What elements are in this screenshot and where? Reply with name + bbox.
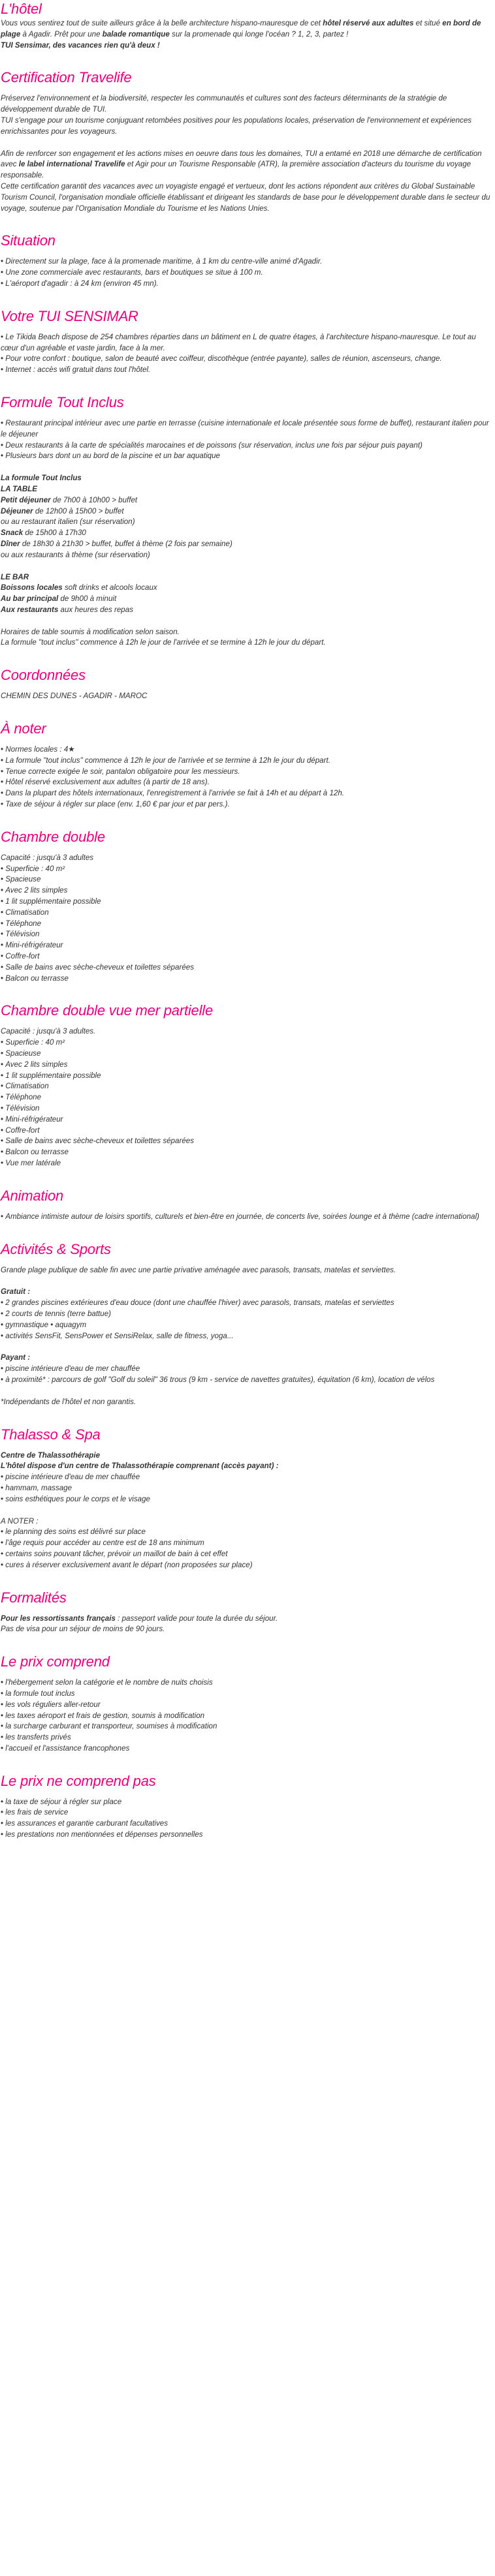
section-chambre-double — [0, 828, 495, 985]
dejeuner-alt-line: ou au restaurant italien (sur réservation) — [1, 517, 135, 527]
section-title-situation: Situation — [1, 232, 56, 249]
section-votre-sensimar — [0, 307, 495, 376]
list-item: • Dans la plupart des hôtels internationaux, l'enregistrement à l'arrivée se fait à 14h et au départ à 12h. — [1, 788, 495, 799]
section-title-activites: Activités & Sports — [1, 1240, 111, 1257]
travelife-p4: Cette certification garantit des vacances avec un voyagiste engagé et vertueux, dont les actions répondent aux critères du Global Sustainable Tourism Council, l'organisation mondiale officielle établissant et dirigeant les standards de base pour le développement durable dans le secteur du voyage, soutenue par l'Organisation Mondiale du Tourisme et les Nations Unies. — [1, 181, 490, 213]
list-item: • Coffre-fort — [1, 951, 495, 962]
section-a-noter — [0, 720, 495, 810]
hotel-tagline: TUI Sensimar, des vacances rien qu'à deux ! — [1, 40, 160, 50]
list-item: • Directement sur la plage, face à la promenade maritime, à 1 km du centre-ville animé d'Agadir. — [1, 256, 495, 268]
list-item: • 1 lit supplémentaire possible — [1, 897, 495, 908]
list-item: • activités SensFit, SensPower et SensiRelax, salle de fitness, yoga... — [1, 1331, 495, 1342]
diner-line: Dîner de 18h30 à 21h30 > buffet, buffet à thème (2 fois par semaine) — [1, 539, 232, 548]
section-travelife — [0, 69, 495, 214]
list-item: • le planning des soins est délivré sur place — [1, 1527, 495, 1538]
list-item: • la taxe de séjour à régler sur place — [1, 1797, 495, 1808]
list-item: • Tenue correcte exigée le soir, pantalon obligatoire pour les messieurs. — [1, 767, 495, 778]
list-item: • Normes locales : 4★ — [1, 744, 495, 756]
section-title-a-noter: À noter — [1, 720, 46, 737]
list-item: • Téléphone — [1, 919, 495, 930]
thalasso-note-label: A NOTER : — [1, 1516, 39, 1526]
list-item: • Balcon ou terrasse — [1, 1147, 495, 1158]
list-item: • piscine intérieure d'eau de mer chauffée — [1, 1364, 495, 1375]
section-title-hotel: L'hôtel — [1, 1, 42, 17]
list-item: • Vue mer latérale — [1, 1158, 495, 1169]
list-item: • Avec 2 lits simples — [1, 1060, 495, 1071]
list-item: • cures à réserver exclusivement avant le départ (non proposées sur place) — [1, 1560, 495, 1571]
list-item: • Une zone commerciale avec restaurants, bars et boutiques se situe à 100 m. — [1, 268, 495, 279]
section-title-prix-comprend: Le prix comprend — [1, 1653, 110, 1670]
list-item: • Salle de bains avec sèche-cheveux et toilettes séparées — [1, 962, 495, 974]
list-item: • gymnastique • aquagym — [1, 1320, 495, 1331]
animation-list — [1, 1212, 495, 1223]
section-title-prix-ne-comprend-pas: Le prix ne comprend pas — [1, 1772, 156, 1789]
gratuit-list — [1, 1298, 495, 1342]
boissons-line: Boissons locales soft drinks et alcools locaux — [1, 583, 157, 592]
capacity: Capacité : jusqu'à 3 adultes. — [1, 1027, 96, 1036]
list-item: • à proximité* : parcours de golf "Golf du soleil" 36 trous (9 km - service de navettes gratuites), équitation (6 km), location de vélos — [1, 1375, 495, 1386]
list-item: • Avec 2 lits simples — [1, 885, 495, 897]
section-thalasso — [0, 1426, 495, 1571]
list-item: • Deux restaurants à la carte de spécialités marocaines et de poissons (sur réservation, inclus une fois par séjour puis payant) — [1, 440, 495, 452]
formalites-text: Pour les ressortissants français : passeport valide pour toute la durée du séjour. — [1, 1614, 278, 1623]
payant-label: Payant : — [1, 1353, 31, 1362]
section-title-animation: Animation — [1, 1187, 64, 1204]
section-activites — [0, 1240, 495, 1408]
section-title-formule: Formule Tout Inclus — [1, 393, 124, 410]
list-item: • Internet : accès wifi gratuit dans tout l'hôtel. — [1, 365, 495, 376]
la-table-title: LA TABLE — [1, 484, 38, 493]
list-item: • piscine intérieure d'eau de mer chauffée — [1, 1472, 495, 1483]
list-item: • Mini-réfrigérateur — [1, 940, 495, 951]
section-title-votre-sensimar: Votre TUI SENSIMAR — [1, 307, 138, 324]
capacity: Capacité : jusqu'à 3 adultes — [1, 853, 94, 862]
list-item: • Hôtel réservé exclusivement aux adultes (à partir de 18 ans). — [1, 777, 495, 788]
section-title-thalasso: Thalasso & Spa — [1, 1426, 101, 1443]
address: CHEMIN DES DUNES - AGADIR - MAROC — [1, 692, 148, 701]
travelife-p2: TUI s'engage pour un tourisme conjuguant retombées positives pour les populations locales, préservation de l'environnement et expériences enrichissantes pour les voyageurs. — [1, 115, 472, 136]
situation-list — [1, 256, 495, 289]
votre-list — [1, 332, 495, 376]
list-item: • Pour votre confort : boutique, salon de beauté avec coiffeur, discothèque (entrée payante), salles de réunion, ascenseurs, change. — [1, 354, 495, 365]
list-item: • les taxes aéroport et frais de gestion, soumis à modification — [1, 1711, 495, 1722]
list-item: • Télévision — [1, 1103, 495, 1114]
list-item: • les vols réguliers aller-retour — [1, 1700, 495, 1711]
chambre-vue-mer-list — [1, 1037, 495, 1169]
petit-dejeuner-line: Petit déjeuner de 7h00 à 10h00 > buffet — [1, 495, 138, 504]
list-item: • Mini-réfrigérateur — [1, 1114, 495, 1126]
activites-intro: Grande plage publique de sable fin avec une partie privative aménagée avec parasols, transats, matelas et serviettes. — [1, 1265, 396, 1274]
list-item: • Le Tikida Beach dispose de 254 chambres réparties dans un bâtiment en L de quatre étages, à l'architecture hispano-mauresque. Le tout au cœur d'un agréable et vaste jardin, face à la mer. — [1, 332, 495, 354]
list-item: • Plusieurs bars dont un au bord de la piscine et un bar aquatique — [1, 451, 495, 462]
section-chambre-vue-mer — [0, 1002, 495, 1169]
diner-alt-line: ou aux restaurants à thème (sur réservation) — [1, 550, 150, 559]
section-prix-ne-comprend-pas — [0, 1772, 495, 1841]
list-item: • Salle de bains avec sèche-cheveux et toilettes séparées — [1, 1136, 495, 1147]
list-item: • l'hébergement selon la catégorie et le nombre de nuits choisis — [1, 1678, 495, 1689]
list-item: • La formule "tout inclus" commence à 12h le jour de l'arrivée et se termine à 12h le jour du départ. — [1, 756, 495, 767]
list-item: • Balcon ou terrasse — [1, 974, 495, 985]
gratuit-label: Gratuit : — [1, 1287, 31, 1296]
section-formule — [0, 393, 495, 649]
activites-footnote: *Indépendants de l'hôtel et non garantis. — [1, 1397, 136, 1406]
payant-list — [1, 1364, 495, 1386]
hotel-intro: Vous vous sentirez tout de suite ailleurs grâce à la belle architecture hispano-mauresque de cet hôtel réservé aux adultes et situé en bord de plage à Agadir. Prêt pour une balade romantique sur la promenade qui longe l'océan ? 1, 2, 3, partez ! — [1, 19, 481, 38]
list-item: • Coffre-fort — [1, 1126, 495, 1137]
thalasso-subtitle: Centre de Thalassothérapie — [1, 1450, 101, 1460]
dejeuner-line: Déjeuner de 12h00 à 15h00 > buffet — [1, 506, 124, 515]
thalasso-note-list — [1, 1527, 495, 1571]
section-title-travelife: Certification Travelife — [1, 69, 132, 86]
snack-line: Snack de 15h00 à 17h30 — [1, 529, 86, 538]
list-item: • Télévision — [1, 929, 495, 940]
section-title-coordonnees: Coordonnées — [1, 667, 86, 684]
section-animation — [0, 1187, 495, 1223]
section-situation — [0, 232, 495, 289]
section-formalites — [0, 1589, 495, 1636]
horaires-note: Horaires de table soumis à modification selon saison. — [1, 627, 180, 636]
list-item: • Spacieuse — [1, 1049, 495, 1060]
thalasso-description: L'hôtel dispose d'un centre de Thalassothérapie comprenant (accès payant) : — [1, 1462, 279, 1471]
travelife-p1: Préservez l'environnement et la biodiversité, respecter les communautés et cultures sont des facteurs déterminants de la stratégie de développement durable de TUI. — [1, 94, 447, 114]
list-item: • Climatisation — [1, 908, 495, 919]
chambre-double-list — [1, 864, 495, 985]
thalasso-list — [1, 1472, 495, 1505]
a-noter-list — [1, 744, 495, 810]
list-item: • Superficie : 40 m² — [1, 864, 495, 875]
list-item: • certains soins pouvant tâcher, prévoir un maillot de bain à cet effet — [1, 1549, 495, 1560]
list-item: • 2 grandes piscines extérieures d'eau douce (dont une chauffée l'hiver) avec parasols, transats, matelas et serviettes — [1, 1298, 495, 1309]
list-item: • les assurances et garantie carburant facultatives — [1, 1818, 495, 1830]
list-item: • hammam, massage — [1, 1483, 495, 1494]
list-item: • 1 lit supplémentaire possible — [1, 1071, 495, 1082]
list-item: • Taxe de séjour à régler sur place (env. 1,60 € par jour et par pers.). — [1, 799, 495, 810]
list-item: • Restaurant principal intérieur avec une partie en terrasse (cuisine internationale et locale présentée sous forme de buffet), restaurant italien pour le déjeuner — [1, 418, 495, 440]
travelife-p3: Afin de renforcer son engagement et les actions mises en oeuvre dans tous les domaines, TUI a entamé en 2018 une démarche de certification avec le label international Travelife et Agir pour un Tourisme Responsable (ATR), la première association d'acteurs du tourisme du voyage responsable. — [1, 149, 482, 180]
list-item: • l'âge requis pour accéder au centre est de 18 ans minimum — [1, 1538, 495, 1549]
list-item: • Spacieuse — [1, 874, 495, 885]
list-item: • les frais de service — [1, 1807, 495, 1818]
list-item: • la surcharge carburant et transporteur, soumises à modification — [1, 1721, 495, 1732]
section-title-chambre-vue-mer: Chambre double vue mer partielle — [1, 1002, 213, 1019]
restaurants-line: Aux restaurants aux heures des repas — [1, 605, 134, 614]
formalites-visa: Pas de visa pour un séjour de moins de 90 jours. — [1, 1625, 165, 1634]
list-item: • Téléphone — [1, 1092, 495, 1103]
section-hotel — [0, 0, 495, 51]
section-title-chambre-double: Chambre double — [1, 828, 105, 845]
list-item: • soins esthétiques pour le corps et le visage — [1, 1494, 495, 1505]
formule-subtitle: La formule Tout Inclus — [1, 474, 82, 483]
list-item: • les prestations non mentionnées et dépenses personnelles — [1, 1830, 495, 1841]
list-item: • Superficie : 40 m² — [1, 1037, 495, 1049]
list-item: • L'aéroport d'agadir : à 24 km (environ 45 mn). — [1, 279, 495, 290]
list-item: • les transferts privés — [1, 1732, 495, 1743]
prix-comprend-list — [1, 1678, 495, 1755]
list-item: • Ambiance intimiste autour de loisirs sportifs, culturels et bien-être en journée, de concerts live, soirées lounge et à thème (cadre international) — [1, 1212, 495, 1223]
list-item: • Climatisation — [1, 1081, 495, 1092]
list-item: • 2 courts de tennis (terre battue) — [1, 1309, 495, 1320]
formule-list — [1, 418, 495, 462]
tout-inclus-note: La formule "tout inclus" commence à 12h le jour de l'arrivée et se termine à 12h le jour du départ. — [1, 638, 326, 647]
section-title-formalites: Formalités — [1, 1589, 67, 1606]
le-bar-title: LE BAR — [1, 572, 29, 581]
bar-principal-line: Au bar principal de 9h00 à minuit — [1, 594, 117, 604]
list-item: • l'accueil et l'assistance francophones — [1, 1743, 495, 1755]
section-prix-comprend — [0, 1653, 495, 1755]
prix-ne-comprend-pas-list — [1, 1797, 495, 1841]
section-coordonnees — [0, 666, 495, 702]
list-item: • la formule tout inclus — [1, 1689, 495, 1700]
